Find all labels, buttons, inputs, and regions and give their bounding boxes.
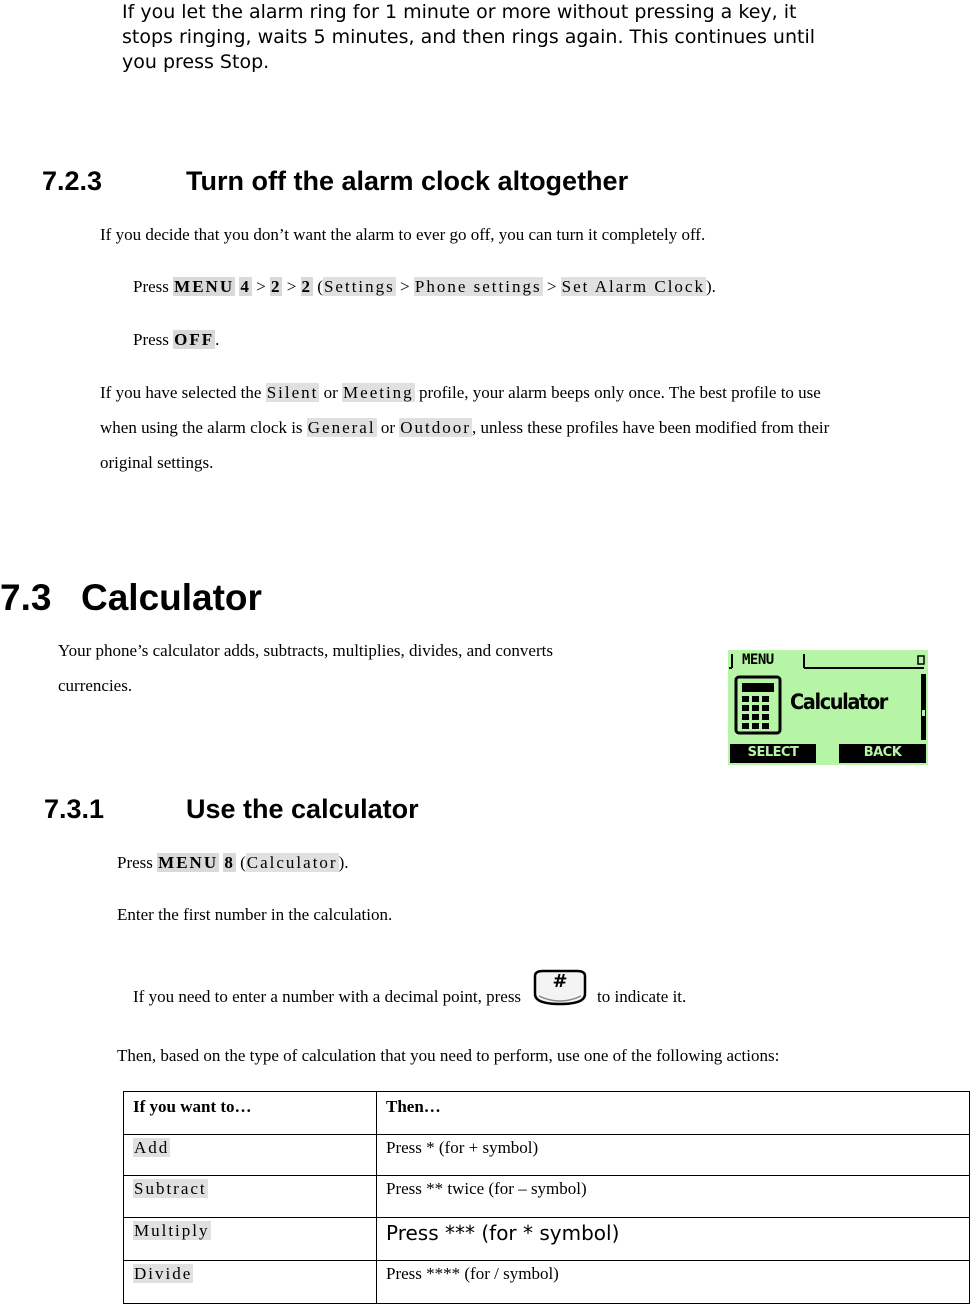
actions-table (123, 1091, 970, 1304)
table-cell-then: Press * (for + symbol) (377, 1135, 970, 1176)
table-header-cell: If you want to… (124, 1092, 377, 1135)
table-cell-then: Press ** twice (for – symbol) (377, 1176, 970, 1218)
table-row (124, 1218, 970, 1261)
intro-paragraph (122, 0, 815, 75)
off-key: OFF (174, 330, 215, 349)
section-number: 7.3 (0, 577, 52, 618)
step-off: Press OFF. (133, 330, 220, 349)
hash-key-icon (531, 968, 589, 1008)
profile-paragraph: If you have selected the Silent or Meeting profile, your alarm beeps only once. The best profile to use when using the alarm clock is General or Outdoor, unless these profiles have been modified from their original settings. (100, 383, 830, 472)
key-2: 2 (301, 277, 313, 296)
table-row (124, 1176, 970, 1218)
table-cell-action: Divide (124, 1261, 377, 1304)
screen-menu-label: MENU (742, 652, 774, 668)
table-cell-then: Press **** (for / symbol) (377, 1261, 970, 1304)
key-2: 2 (270, 277, 282, 296)
step-menu-path: Press MENU 4 > 2 > 2 (Settings > Phone settings > Set Alarm Clock). (133, 277, 716, 296)
profile-silent: Silent (266, 383, 319, 402)
table-cell-action: Add (124, 1135, 377, 1176)
intro-line: stops ringing, waits 5 minutes, and then rings again. This continues until (122, 26, 816, 48)
menu-phone-settings: Phone settings (414, 277, 542, 296)
menu-key: MENU (158, 853, 219, 872)
menu-set-alarm-clock: Set Alarm Clock (561, 277, 705, 296)
table-cell-then: Press *** (for * symbol) (377, 1218, 970, 1261)
step-enter-number: Enter the first number in the calculation. (117, 905, 393, 924)
screen-item-label: Calculator (790, 690, 887, 714)
profile-outdoor: Outdoor (400, 418, 471, 437)
phone-screen-image (728, 650, 928, 765)
section-title: Turn off the alarm clock altogether (186, 166, 629, 196)
intro-line: you press Stop. (122, 51, 270, 73)
hash-key-label: # (552, 971, 568, 992)
menu-settings: Settings (323, 277, 395, 296)
menu-key: MENU (174, 277, 235, 296)
section-heading-7-2-3 (42, 166, 102, 197)
section-title: Calculator (81, 577, 262, 618)
key-8: 8 (224, 853, 235, 872)
table-header-row (124, 1092, 970, 1135)
step-open-calculator: Press MENU 8 (Calculator). (117, 853, 349, 872)
then-instruction: Then, based on the type of calculation that you need to perform, use one of the following actions: (117, 1046, 780, 1065)
table-header-cell: Then… (377, 1092, 970, 1135)
calculator-icon (736, 677, 780, 733)
menu-calculator: Calculator (246, 853, 338, 872)
table-row (124, 1261, 970, 1304)
section-title: Use the calculator (186, 794, 419, 824)
profile-meeting: Meeting (343, 383, 414, 402)
intro-line: If you let the alarm ring for 1 minute or more without pressing a key, it (122, 1, 797, 23)
key-4: 4 (240, 277, 251, 296)
screen-softkey-back: BACK (863, 745, 902, 760)
screen-softkey-select: SELECT (747, 745, 799, 760)
table-cell-action: Subtract (124, 1176, 377, 1218)
table-cell-action: Multiply (124, 1218, 377, 1261)
section-number: 7.3.1 (44, 794, 105, 824)
paragraph: If you decide that you don’t want the alarm to ever go off, you can turn it completely off. (100, 225, 706, 244)
table-row (124, 1135, 970, 1176)
profile-general: General (307, 418, 376, 437)
decimal-instruction: If you need to enter a number with a decimal point, press # to indicate it. (133, 964, 686, 1012)
section-number: 7.2.3 (42, 166, 103, 196)
calculator-intro: Your phone’s calculator adds, subtracts, multiplies, divides, and converts currencies. (58, 641, 553, 695)
